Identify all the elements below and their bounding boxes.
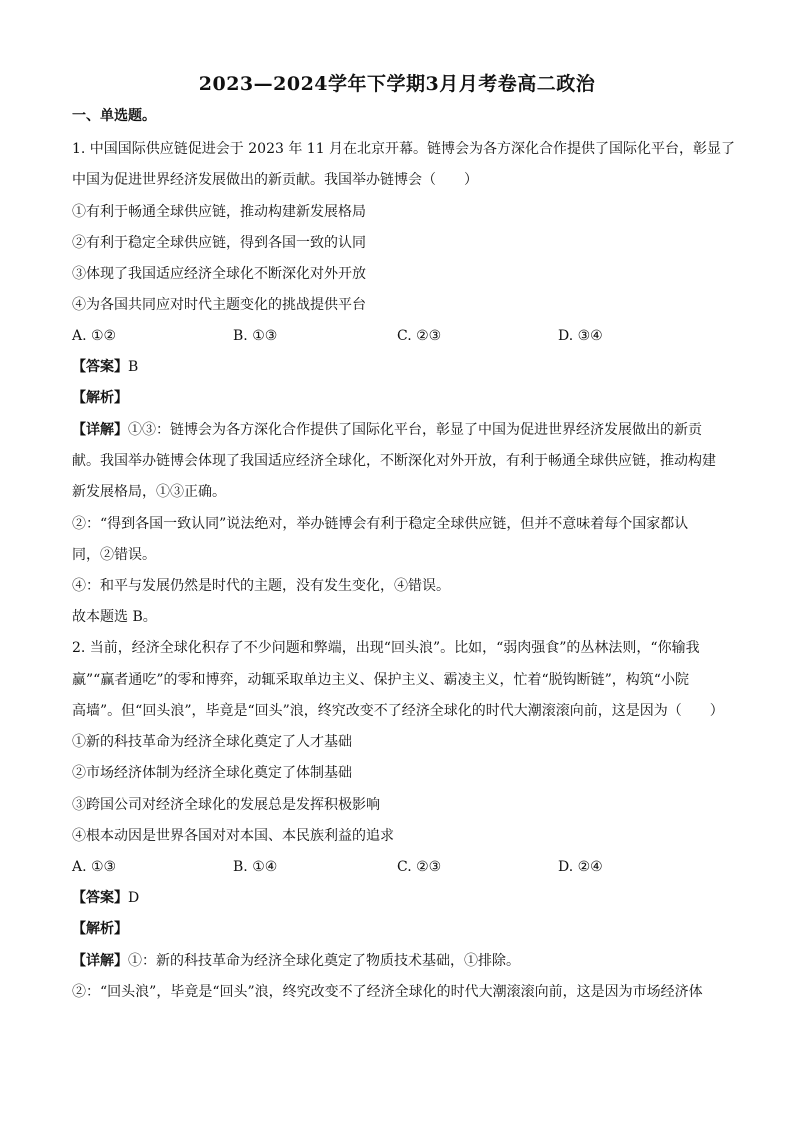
- q1-detail-line-7: 故本题选 B。: [72, 609, 157, 625]
- q1-detail-line-4: ②：“得到各国一致认同”说法绝对，举办链博会有利于稳定全球供应链，但并不意味着每个国家都认: [72, 516, 689, 532]
- q1-stem-line-2: 中国为促进世界经济发展做出的新贡献。我国举办链博会（ ）: [72, 172, 478, 188]
- q2-statement-3: ③跨国公司对经济全球化的发展总是发挥积极影响: [72, 797, 380, 813]
- q1-answer: 【答案】B: [72, 359, 139, 375]
- q1-stem-line-1: 1. 中国国际供应链促进会于 2023 年 11 月在北京开幕。链博会为各方深化合作提供了国际化平台，彰显了: [72, 141, 736, 157]
- section-heading: 一、单选题。: [72, 108, 156, 124]
- q2-stem-line-3: 高墙”。但“回头浪”，毕竟是“回头”浪，终究改变不了经济全球化的时代大潮滚滚向前，这是因为（ ）: [72, 703, 724, 719]
- q2-option-a: A. ①③: [72, 859, 117, 875]
- q2-stem-line-2: 赢”“赢者通吃”的零和博弈，动辄采取单边主义、保护主义、霸凌主义，忙着“脱钩断链”，构筑“小院: [72, 672, 689, 688]
- q2-detail-line-2: ②：“回头浪”，毕竟是“回头”浪，终究改变不了经济全球化的时代大潮滚滚向前，这是因为市场经济体: [72, 984, 703, 1000]
- q1-statement-4: ④为各国共同应对时代主题变化的挑战提供平台: [72, 297, 366, 313]
- q2-option-b: B. ①④: [233, 859, 278, 875]
- q2-option-c: C. ②③: [397, 859, 442, 875]
- q1-detail-line-6: ④：和平与发展仍然是时代的主题，没有发生变化，④错误。: [72, 578, 450, 594]
- q2-statement-4: ④根本动因是世界各国对对本国、本民族利益的追求: [72, 828, 394, 844]
- q1-option-a: A. ①②: [72, 328, 117, 344]
- q1-detail-line-5: 同，②错误。: [72, 547, 156, 563]
- q1-detail-line-3: 新发展格局，①③正确。: [72, 484, 226, 500]
- q1-detail-line-1: 【详解】①③：链博会为各方深化合作提供了国际化平台，彰显了中国为促进世界经济发展做出的新贡: [72, 422, 702, 438]
- q2-stem-line-1: 2. 当前，经济全球化积存了不少问题和弊端，出现“回头浪”。比如，“弱肉强食”的丛林法则，“你输我: [72, 640, 700, 656]
- q2-option-d: D. ②④: [558, 859, 603, 875]
- q2-statement-1: ①新的科技革命为经济全球化奠定了人才基础: [72, 734, 352, 750]
- q1-statement-2: ②有利于稳定全球供应链，得到各国一致的认同: [72, 235, 366, 251]
- q2-statement-2: ②市场经济体制为经济全球化奠定了体制基础: [72, 765, 352, 781]
- q1-detail-line-2: 献。我国举办链博会体现了我国适应经济全球化，不断深化对外开放，有利于畅通全球供应链，推动构建: [72, 453, 716, 469]
- q1-statement-3: ③体现了我国适应经济全球化不断深化对外开放: [72, 266, 366, 282]
- q1-option-d: D. ③④: [558, 328, 603, 344]
- q2-detail-line-1: 【详解】①：新的科技革命为经济全球化奠定了物质技术基础，①排除。: [72, 953, 520, 969]
- q2-analysis-label: 【解析】: [72, 921, 128, 937]
- q2-answer: 【答案】D: [72, 890, 140, 906]
- q1-option-c: C. ②③: [397, 328, 442, 344]
- q1-analysis-label: 【解析】: [72, 390, 128, 406]
- q1-statement-1: ①有利于畅通全球供应链，推动构建新发展格局: [72, 204, 366, 220]
- document-title: 2023—2024学年下学期3月月考卷高二政治: [198, 73, 596, 95]
- q1-option-b: B. ①③: [233, 328, 278, 344]
